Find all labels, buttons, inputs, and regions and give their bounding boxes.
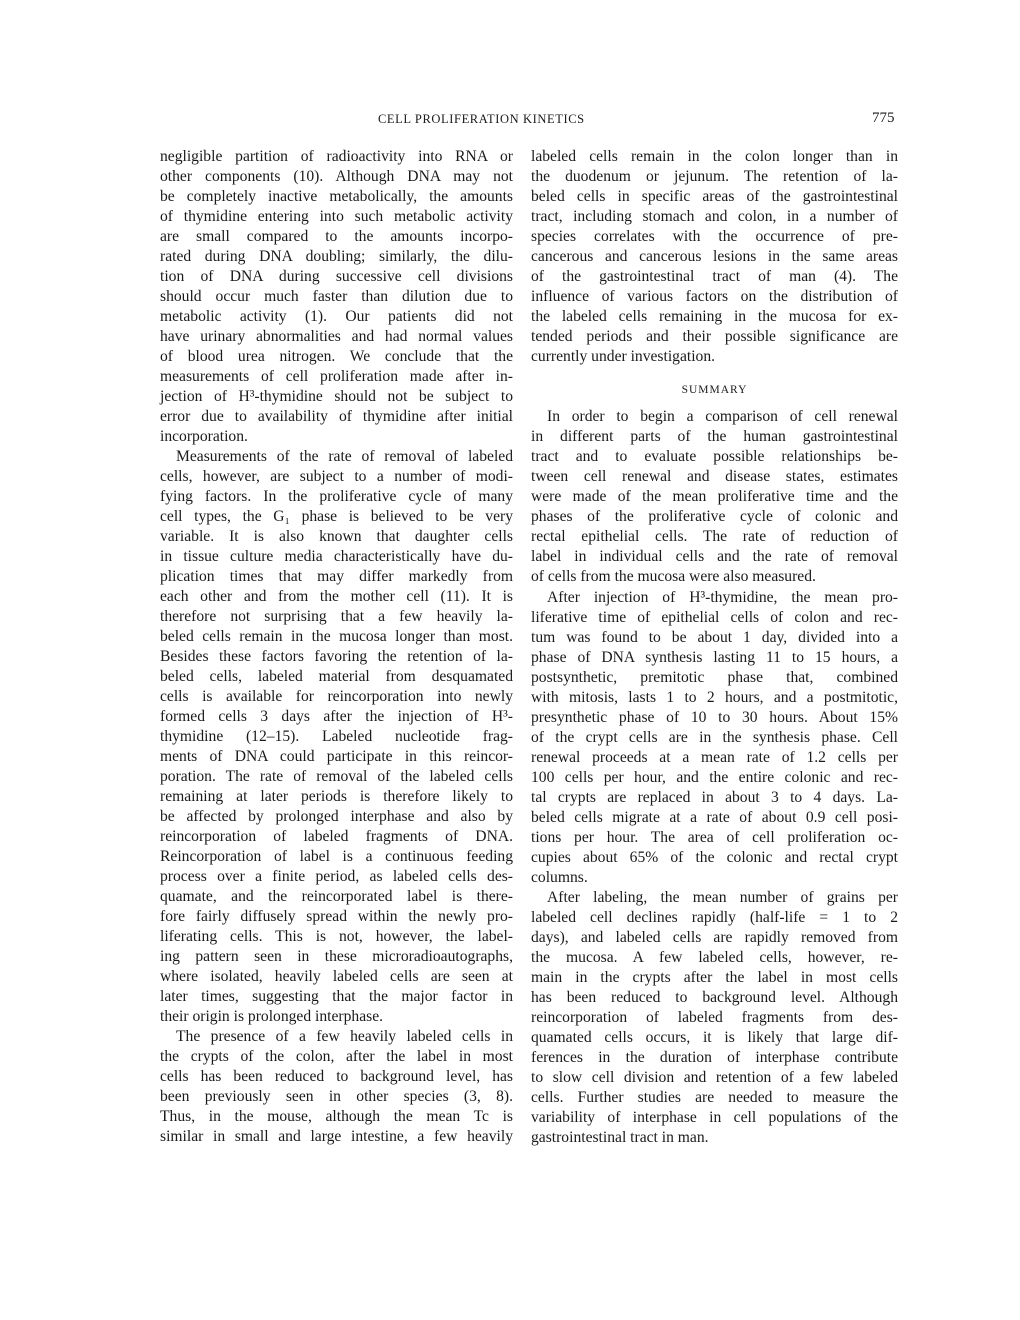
text-line: labeled cell declines rapidly (half-life = 1 to 2 [531, 909, 898, 926]
text-line: reincorporation of labeled fragments from des- [531, 1009, 898, 1026]
text-line: are small compared to the amounts incorpo- [160, 228, 513, 245]
text-line: In order to begin a comparison of cell renewal [547, 408, 898, 425]
text-line: ing pattern seen in these microradioautographs, [160, 948, 513, 965]
page-number: 775 [872, 110, 895, 126]
text-line: Measurements of the rate of removal of labeled [176, 448, 513, 465]
text-line: be affected by prolonged interphase and also by [160, 808, 513, 825]
text-line: The presence of a few heavily labeled cells in [176, 1028, 513, 1045]
text-line: the mucosa. A few labeled cells, however, re- [531, 949, 898, 966]
text-line: variability of interphase in cell populations of the [531, 1109, 898, 1126]
text-line: presynthetic phase of 10 to 30 hours. About 15% [531, 709, 898, 726]
running-title: CELL PROLIFERATION KINETICS [378, 112, 585, 126]
text-line: with mitosis, lasts 1 to 2 hours, and a postmitotic, [531, 689, 898, 706]
text-line: of the gastrointestinal tract of man (4). The [531, 268, 898, 285]
text-line: has been reduced to background level. Although [531, 989, 898, 1006]
text-line: their origin is prolonged interphase. [160, 1008, 384, 1025]
text-line: quamate, and the reincorporated label is there- [160, 888, 513, 905]
text-line: species correlates with the occurrence of pre- [531, 228, 898, 245]
text-line: tween cell renewal and disease states, estimates [531, 468, 898, 485]
summary-heading: SUMMARY [681, 384, 748, 396]
text-line: incorporation. [160, 428, 248, 445]
text-line: error due to availability of thymidine after initial [160, 408, 513, 425]
text-line: each other and from the mother cell (11). It is [160, 588, 513, 605]
text-line: phases of the proliferative cycle of colonic and [531, 508, 898, 525]
text-line: tions per hour. The area of cell proliferation oc- [531, 829, 898, 846]
text-line: the labeled cells remaining in the mucosa for ex- [531, 308, 898, 325]
text-line: phase of DNA synthesis lasting 11 to 15 hours, a [531, 649, 898, 666]
text-line: renewal proceeds at a mean rate of 1.2 cells per [531, 749, 898, 766]
text-line: therefore not surprising that a few heavily la- [160, 608, 513, 625]
text-line: tract, including stomach and colon, in a number of [531, 208, 898, 225]
text-line: main in the crypts after the label in most cells [531, 969, 898, 986]
text-line: beled cells, labeled material from desquamated [160, 668, 513, 685]
text-line: tended periods and their possible significance are [531, 328, 898, 345]
text-line: cell types, the G₁ phase is believed to be very [160, 508, 513, 525]
text-line: labeled cells remain in the colon longer than in [531, 148, 898, 165]
text-line: poration. The rate of removal of the labeled cells [160, 768, 513, 785]
text-line: plication times that may differ markedly from [160, 568, 513, 585]
text-line: the duodenum or jejunum. The retention of la- [531, 168, 898, 185]
text-line: in different parts of the human gastrointestinal [531, 428, 898, 445]
text-line: beled cells in specific areas of the gastrointestinal [531, 188, 898, 205]
text-line: Reincorporation of label is a continuous feeding [160, 848, 513, 865]
text-line: should occur much faster than dilution due to [160, 288, 513, 305]
text-line: of the crypt cells are in the synthesis phase. Cell [531, 729, 898, 746]
summary-paragraph [531, 588, 898, 888]
paragraph [160, 147, 513, 447]
text-line: variable. It is also known that daughter cells [160, 528, 513, 545]
text-line: label in individual cells and the rate of removal [531, 548, 898, 565]
text-line: were made of the mean proliferative time and the [531, 488, 898, 505]
text-line: later times, suggesting that the major factor in [160, 988, 513, 1005]
text-line: cupies about 65% of the colonic and rectal crypt [531, 849, 898, 866]
summary-paragraph [531, 888, 898, 1148]
text-line: After labeling, the mean number of grains per [547, 889, 898, 906]
text-line: jection of H³-thymidine should not be subject to [160, 388, 513, 405]
text-line: ferences in the duration of interphase contribute [531, 1049, 898, 1066]
text-line: Thus, in the mouse, although the mean Tc is [160, 1108, 513, 1125]
text-line: fore fairly diffusely spread within the newly pro- [160, 908, 513, 925]
text-line: days), and labeled cells are rapidly removed from [531, 929, 898, 946]
text-line: postsynthetic, premitotic phase that, combined [531, 669, 898, 686]
text-line: where isolated, heavily labeled cells are seen at [160, 968, 513, 985]
text-line: have urinary abnormalities and had normal values [160, 328, 513, 345]
left-column [160, 147, 513, 1147]
text-line: cancerous and cancerous lesions in the same areas [531, 248, 898, 265]
text-line: influence of various factors on the distribution of [531, 288, 898, 305]
text-line: negligible partition of radioactivity into RNA or [160, 148, 513, 165]
text-line: quamated cells occurs, it is likely that large dif- [531, 1029, 898, 1046]
text-line: cells, however, are subject to a number of modi- [160, 468, 513, 485]
text-line: similar in small and large intestine, a few heavily [160, 1128, 513, 1145]
text-line: rated during DNA doubling; similarly, the dilu- [160, 248, 513, 265]
text-line: to slow cell division and retention of a few labeled [531, 1069, 898, 1086]
text-line: fying factors. In the proliferative cycle of many [160, 488, 513, 505]
text-line: ments of DNA could participate in this reincor- [160, 748, 513, 765]
text-line: cells is available for reincorporation into newly [160, 688, 513, 705]
text-line: liferating cells. This is not, however, the label- [160, 928, 513, 945]
text-line: of blood urea nitrogen. We conclude that the [160, 348, 513, 365]
text-line: the crypts of the colon, after the label in most [160, 1048, 513, 1065]
text-line: tum was found to be about 1 day, divided into a [531, 629, 898, 646]
text-line: liferative time of epithelial cells of colon and rec- [531, 609, 898, 626]
text-line: been previously seen in other species (3, 8). [160, 1088, 513, 1105]
text-line: cells has been reduced to background level, has [160, 1068, 513, 1085]
text-line: beled cells remain in the mucosa longer than most. [160, 628, 513, 645]
text-line: tion of DNA during successive cell divisions [160, 268, 513, 285]
text-line: 100 cells per hour, and the entire colonic and rec- [531, 769, 898, 786]
text-line: reincorporation of labeled fragments of DNA. [160, 828, 513, 845]
text-line: beled cells migrate at a rate of about 0.9 cell posi- [531, 809, 898, 826]
text-line: remaining at later periods is therefore likely to [160, 788, 513, 805]
text-line: of cells from the mucosa were also measured. [531, 568, 816, 585]
text-line: tal crypts are replaced in about 3 to 4 days. La- [531, 789, 898, 806]
text-line: be completely inactive metabolically, the amounts [160, 188, 513, 205]
paragraph [160, 1027, 513, 1147]
text-line: rectal epithelial cells. The rate of reduction of [531, 528, 898, 545]
text-line: gastrointestinal tract in man. [531, 1129, 709, 1146]
text-line: measurements of cell proliferation made after in- [160, 368, 513, 385]
text-line: thymidine (12–15). Labeled nucleotide frag- [160, 728, 513, 745]
text-line: After injection of H³-thymidine, the mean pro- [547, 589, 898, 606]
text-line: Besides these factors favoring the retention of la- [160, 648, 513, 665]
text-line: metabolic activity (1). Our patients did not [160, 308, 513, 325]
text-line: cells. Further studies are needed to measure the [531, 1089, 898, 1106]
right-column-continuation [531, 147, 898, 367]
text-line: currently under investigation. [531, 348, 716, 365]
text-line: columns. [531, 869, 588, 886]
paragraph [160, 447, 513, 1027]
text-line: in tissue culture media characteristically have du- [160, 548, 513, 565]
summary-paragraph [531, 407, 898, 587]
text-line: process over a finite period, as labeled cells des- [160, 868, 513, 885]
text-line: of thymidine entering into such metabolic activity [160, 208, 513, 225]
text-line: formed cells 3 days after the injection of H³- [160, 708, 513, 725]
text-line: tract and to evaluate possible relationships be- [531, 448, 898, 465]
text-line: other components (10). Although DNA may not [160, 168, 513, 185]
